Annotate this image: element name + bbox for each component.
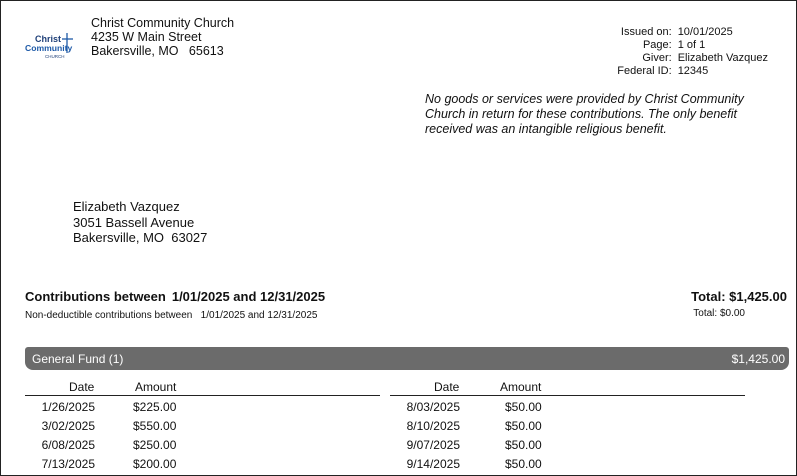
church-address-block — [91, 16, 234, 58]
table-row — [390, 434, 745, 453]
column-header-date: Date — [434, 380, 460, 394]
fund-header-bar — [25, 347, 789, 370]
nondeductible-line: Non-deductible contributions between 1/01/2025 and 12/31/2025 — [25, 310, 318, 321]
table-row — [25, 434, 380, 453]
table-header — [25, 380, 380, 396]
column-header-amount: Amount — [135, 380, 177, 394]
fund-amount: $1,425.00 — [731, 352, 785, 366]
column-header-amount: Amount — [500, 380, 542, 394]
column-header-date: Date — [69, 380, 95, 394]
row-amount: $50.00 — [505, 457, 542, 471]
table-row — [390, 396, 745, 415]
table-header — [390, 380, 745, 396]
meta-value-giver: Elizabeth Vazquez — [677, 52, 768, 64]
meta-value-page: 1 of 1 — [677, 39, 706, 51]
row-amount: $50.00 — [505, 438, 542, 452]
recipient-address-line2: Bakersville, MO 63027 — [73, 230, 208, 245]
row-date: 1/26/2025 — [41, 400, 95, 414]
meta-label-giver: Giver: — [642, 52, 672, 64]
table-row — [25, 453, 380, 472]
church-address-line1: 4235 W Main Street — [91, 30, 202, 44]
meta-label-issued: Issued on: — [620, 26, 672, 38]
logo-word-community: Community — [25, 43, 73, 53]
meta-label-federal-id: Federal ID: — [617, 65, 672, 77]
meta-value-issued: 10/01/2025 — [677, 26, 733, 38]
row-date: 8/10/2025 — [406, 419, 460, 433]
tax-disclaimer: No goods or services were provided by Christ Community Church in return for these contributions. The only benefit received was an intangible religious benefit. — [425, 92, 744, 136]
row-amount: $50.00 — [505, 419, 542, 433]
row-date: 9/07/2025 — [406, 438, 460, 452]
logo-word-christ: Christ — [35, 34, 62, 44]
nondeductible-total: Total: $0.00 — [693, 308, 745, 319]
contributions-heading-range: 1/01/2025 and 12/31/2025 — [171, 289, 326, 304]
table-row — [25, 396, 380, 415]
meta-label-page: Page: — [642, 39, 672, 51]
row-amount: $250.00 — [133, 438, 177, 452]
row-amount: $50.00 — [505, 400, 542, 414]
row-date: 6/08/2025 — [41, 438, 95, 452]
contribution-table-right — [390, 380, 745, 472]
contribution-table-left — [25, 380, 380, 472]
row-amount: $225.00 — [133, 400, 177, 414]
contributions-heading-prefix: Contributions between — [25, 289, 166, 304]
recipient-address-line1: 3051 Bassell Avenue — [73, 214, 195, 230]
row-date: 7/13/2025 — [41, 457, 95, 471]
meta-value-federal-id: 12345 — [677, 65, 709, 77]
table-row — [390, 453, 745, 472]
recipient-address-block — [73, 199, 207, 246]
church-name: Christ Community Church — [91, 16, 235, 30]
row-date: 9/14/2025 — [406, 457, 460, 471]
church-logo — [23, 31, 79, 61]
row-date: 3/02/2025 — [41, 419, 95, 433]
fund-name: General Fund (1) — [32, 352, 124, 366]
logo-word-church: CHURCH — [45, 54, 65, 59]
row-amount: $200.00 — [133, 457, 177, 471]
recipient-name: Elizabeth Vazquez — [73, 199, 180, 214]
contributions-heading — [25, 289, 325, 304]
church-address-line2: Bakersville, MO 65613 — [91, 44, 224, 58]
table-row — [25, 415, 380, 434]
contributions-total: Total: $1,425.00 — [691, 289, 787, 304]
statement-meta — [617, 26, 768, 78]
table-row — [390, 415, 745, 434]
row-date: 8/03/2025 — [406, 400, 460, 414]
row-amount: $550.00 — [133, 419, 177, 433]
